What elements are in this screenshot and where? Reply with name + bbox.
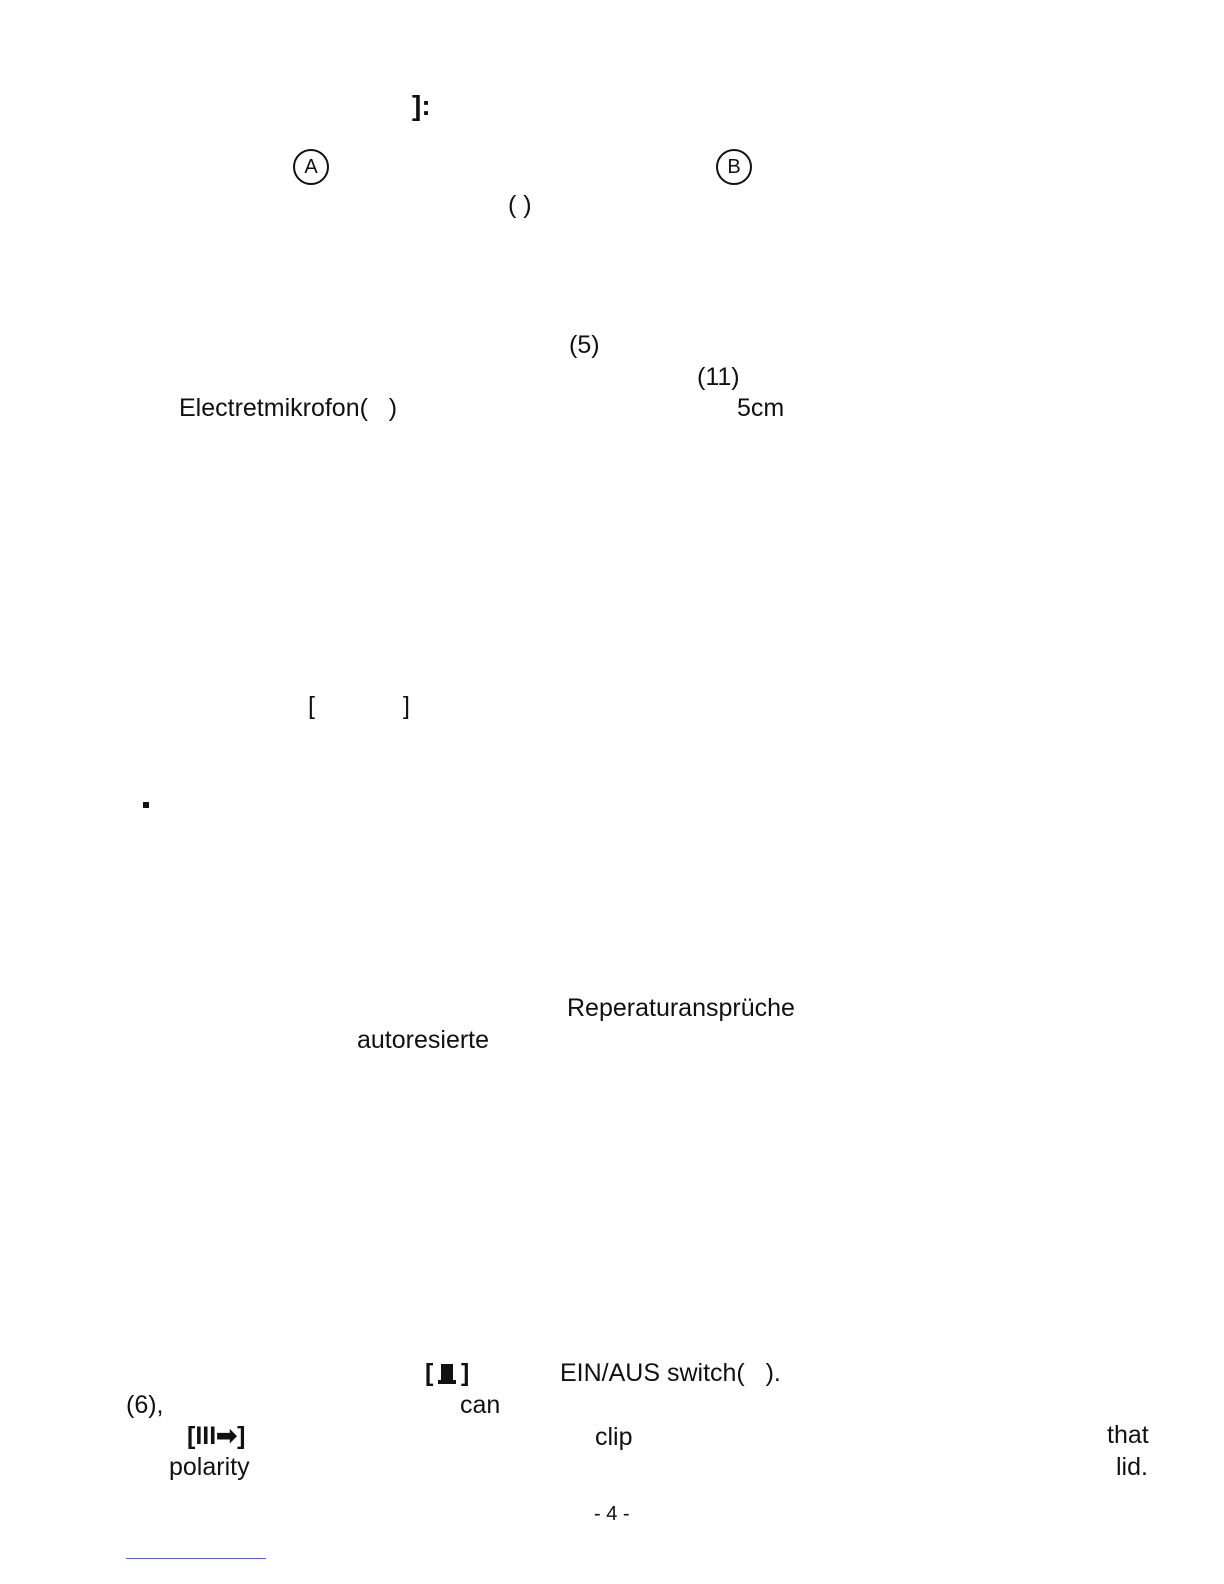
switch-bracket-close: ] — [461, 1359, 470, 1387]
that-text: that — [1107, 1421, 1149, 1449]
bracket-close: ] — [403, 692, 410, 720]
reference-6: (6), — [126, 1391, 164, 1419]
five-cm-text: 5cm — [737, 394, 785, 422]
circle-a-label: A — [293, 149, 329, 185]
page-number: - 4 - — [594, 1503, 630, 1525]
footnote-divider — [126, 1558, 266, 1559]
authorized-text: autoresierte — [357, 1026, 490, 1054]
repair-claims-text: Reperaturansprüche — [567, 994, 795, 1022]
on-off-switch-text: EIN/AUS switch( ). — [560, 1359, 781, 1387]
lid-text: lid. — [1116, 1453, 1148, 1481]
switch-bracket-open: [ — [425, 1359, 434, 1387]
empty-parens: ( ) — [508, 191, 532, 219]
reference-5: (5) — [569, 331, 600, 359]
switch-symbol-icon — [437, 1362, 457, 1386]
electret-microphone-text: Electretmikrofon( ) — [179, 394, 398, 422]
can-text: can — [460, 1391, 501, 1419]
bracket-open: [ — [308, 692, 315, 720]
circle-b-label: B — [716, 149, 752, 185]
bracket-colon: ]: — [412, 90, 431, 121]
clip-text: clip — [595, 1423, 633, 1451]
polarity-text: polarity — [169, 1453, 250, 1481]
reference-11: (11) — [697, 363, 740, 391]
bullet-dot — [143, 802, 149, 808]
play-symbol-bracket: [III➡] — [187, 1422, 246, 1450]
